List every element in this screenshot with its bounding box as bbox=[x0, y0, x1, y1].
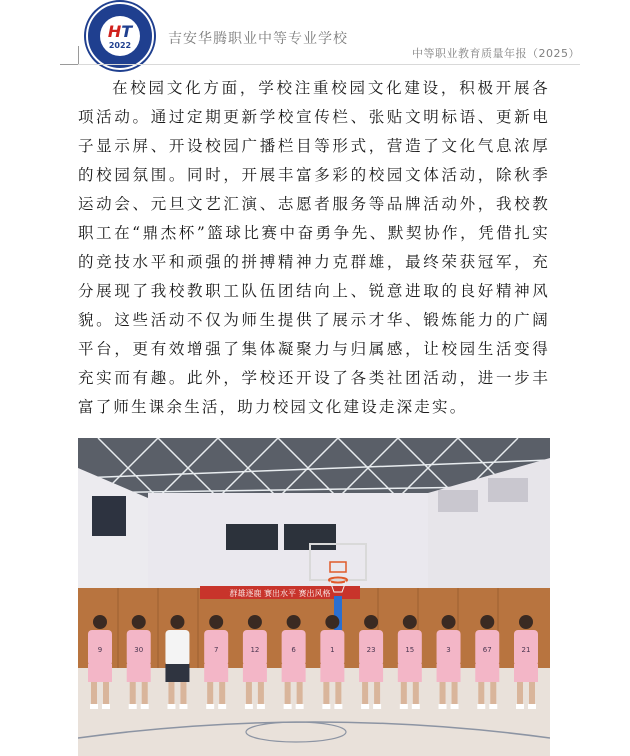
player-shoe-right bbox=[296, 704, 304, 709]
player-shoe-right bbox=[373, 704, 381, 709]
player-number: 23 bbox=[366, 646, 376, 654]
player-number: 3 bbox=[446, 646, 451, 654]
logo-year: 2022 bbox=[108, 41, 132, 50]
player-shoe-right bbox=[257, 704, 265, 709]
scoreboard-left bbox=[226, 524, 278, 550]
player-shorts bbox=[165, 664, 189, 682]
logo-monogram: HT bbox=[107, 22, 133, 41]
player-shoe-left bbox=[439, 704, 447, 709]
player-leg-right bbox=[258, 682, 264, 706]
player-leg-right bbox=[297, 682, 303, 706]
player-leg-left bbox=[130, 682, 136, 706]
page-header bbox=[0, 0, 630, 70]
team-photo bbox=[78, 438, 550, 756]
player-number: 7 bbox=[213, 646, 219, 654]
player-shoe-right bbox=[528, 704, 536, 709]
player-leg-left bbox=[401, 682, 407, 706]
player-leg-left bbox=[323, 682, 329, 706]
player-shoe-right bbox=[218, 704, 226, 709]
player-number: 67 bbox=[482, 646, 492, 654]
player-leg-right bbox=[180, 682, 186, 706]
player-leg-right bbox=[142, 682, 148, 706]
player-leg-right bbox=[452, 682, 458, 706]
player-number: 15 bbox=[405, 646, 415, 654]
player-leg-right bbox=[335, 682, 341, 706]
player-shoe-left bbox=[361, 704, 369, 709]
player-shoe-left bbox=[400, 704, 408, 709]
school-name: 吉安华腾职业中等专业学校 bbox=[168, 31, 348, 47]
player-shoe-right bbox=[451, 704, 459, 709]
player-head bbox=[248, 615, 262, 629]
player-shoe-left bbox=[284, 704, 292, 709]
player-number: 30 bbox=[134, 646, 144, 654]
player-shoe-left bbox=[245, 704, 253, 709]
player-number: 6 bbox=[291, 646, 296, 654]
player-head bbox=[364, 615, 378, 629]
player-shorts bbox=[437, 664, 461, 682]
player-jersey bbox=[165, 630, 189, 666]
player-shorts bbox=[320, 664, 344, 682]
player-head bbox=[132, 615, 146, 629]
player-number: 1 bbox=[330, 646, 335, 654]
player-leg-left bbox=[168, 682, 174, 706]
player-shorts bbox=[398, 664, 422, 682]
player-head bbox=[170, 615, 184, 629]
player-shoe-left bbox=[322, 704, 330, 709]
player-shoe-right bbox=[334, 704, 342, 709]
player-leg-left bbox=[478, 682, 484, 706]
right-window-2 bbox=[488, 478, 528, 502]
player-head bbox=[480, 615, 494, 629]
player-leg-right bbox=[490, 682, 496, 706]
player-leg-left bbox=[207, 682, 213, 706]
player-shoe-right bbox=[412, 704, 420, 709]
player-shorts bbox=[204, 664, 228, 682]
player-shoe-left bbox=[90, 704, 98, 709]
article-paragraph: 在校园文化方面，学校注重校园文化建设，积极开展各项活动。通过定期更新学校宣传栏、张贴文明标语、更新电子显示屏、开设校园广播栏目等形式，营造了文化气息浓厚的校园氛围。同时，开展丰富多彩的校园文体活动，除秋季运动会、元旦文艺汇演、志愿者服务等品牌活动外，我校教职工在“鼎杰杯”篮球比赛中奋勇争先、默契协作，凭借扎实的竞技水平和顽强的拼搏精神力克群雄，最终荣获冠军，充分展现了我校教职工队伍团结向上、锐意进取的良好精神风貌。这些活动不仅为师生提供了展示才华、锻炼能力的广阔平台，更有效增强了集体凝聚力与归属感，让校园生活变得充实而有趣。此外，学校还开设了各类社团活动，进一步丰富了师生课余生活，助力校园文化建设走深走实。 bbox=[78, 79, 550, 416]
player-shoe-right bbox=[489, 704, 497, 709]
player-leg-right bbox=[374, 682, 380, 706]
logo-inner bbox=[100, 16, 140, 56]
player-head bbox=[325, 615, 339, 629]
player-shorts bbox=[243, 664, 267, 682]
left-window bbox=[92, 496, 126, 536]
report-title: 中等职业教育质量年报（2025） bbox=[412, 47, 580, 60]
player-head bbox=[209, 615, 223, 629]
player-shoe-right bbox=[102, 704, 110, 709]
player-number: 21 bbox=[521, 646, 531, 654]
player-leg-left bbox=[440, 682, 446, 706]
team-photo-illustration bbox=[78, 438, 550, 756]
player-shoe-right bbox=[179, 704, 187, 709]
player-head bbox=[93, 615, 107, 629]
player-leg-left bbox=[285, 682, 291, 706]
player-leg-left bbox=[246, 682, 252, 706]
player-shorts bbox=[514, 664, 538, 682]
player-leg-left bbox=[362, 682, 368, 706]
school-logo bbox=[86, 2, 154, 70]
player-shoe-left bbox=[129, 704, 137, 709]
player-leg-left bbox=[91, 682, 97, 706]
player-head bbox=[287, 615, 301, 629]
player-shorts bbox=[359, 664, 383, 682]
player-head bbox=[403, 615, 417, 629]
player-head bbox=[442, 615, 456, 629]
player-shorts bbox=[282, 664, 306, 682]
crop-mark-horizontal bbox=[60, 64, 78, 65]
right-window bbox=[438, 490, 478, 512]
player-shoe-left bbox=[167, 704, 175, 709]
header-rule bbox=[78, 64, 580, 65]
player-shorts bbox=[127, 664, 151, 682]
player-leg-right bbox=[219, 682, 225, 706]
banner-text: 群雄逐鹿 赛出水平 赛出风格 bbox=[229, 589, 331, 598]
player-shoe-right bbox=[141, 704, 149, 709]
player-leg-right bbox=[103, 682, 109, 706]
player-number: 9 bbox=[97, 646, 103, 654]
player-head bbox=[519, 615, 533, 629]
player-leg-right bbox=[413, 682, 419, 706]
player-shorts bbox=[475, 664, 499, 682]
player-number: 12 bbox=[250, 646, 260, 654]
crop-mark-vertical bbox=[78, 46, 79, 65]
player-shoe-left bbox=[206, 704, 214, 709]
player-shoe-left bbox=[516, 704, 524, 709]
player-shoe-left bbox=[477, 704, 485, 709]
player-leg-right bbox=[529, 682, 535, 706]
player-leg-left bbox=[517, 682, 523, 706]
player-shorts bbox=[88, 664, 112, 682]
